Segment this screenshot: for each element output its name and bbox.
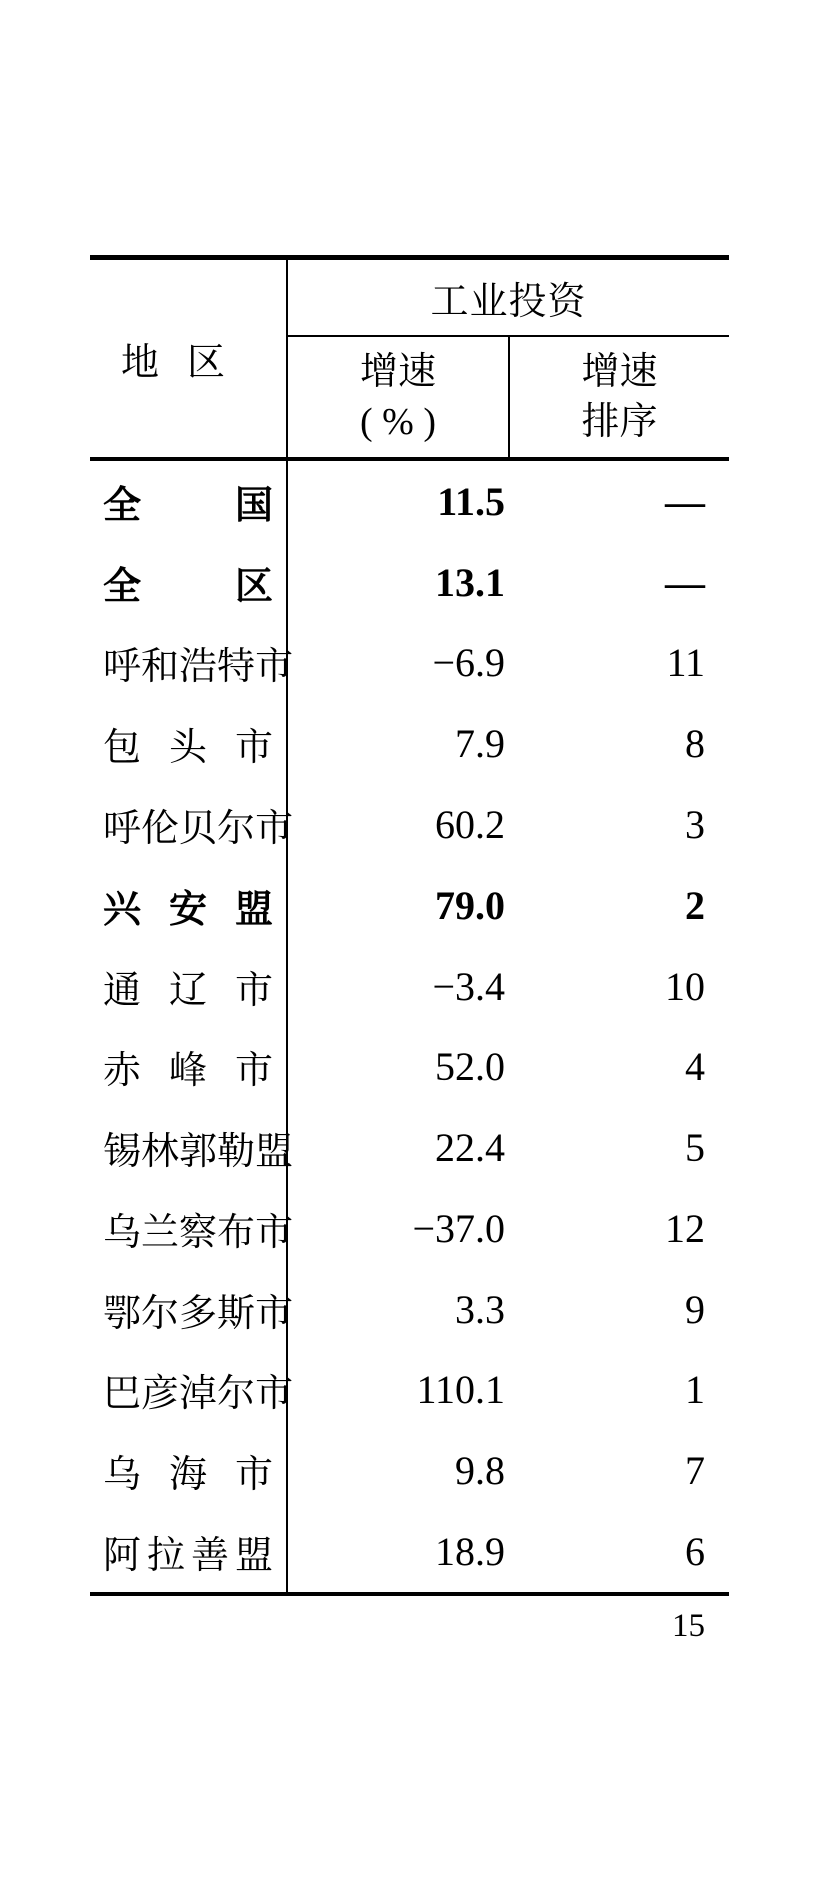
table-row bbox=[90, 946, 729, 1027]
region-name: 巴 彦 淖 尔 市 bbox=[103, 1373, 294, 1416]
growth-column-header bbox=[288, 337, 510, 457]
rank-value: 10 bbox=[665, 963, 705, 1009]
region-cell bbox=[90, 1269, 294, 1350]
rank-value: 2 bbox=[685, 882, 705, 928]
rank-value: 1 bbox=[685, 1367, 705, 1413]
table-row bbox=[90, 784, 729, 865]
region-name: 呼 伦 贝 尔 市 bbox=[103, 808, 294, 851]
region-name: 包 头 市 bbox=[103, 727, 273, 770]
table-row bbox=[90, 1430, 729, 1511]
rank-value: 11 bbox=[666, 640, 705, 686]
growth-value: 9.8 bbox=[455, 1448, 505, 1494]
sub-headers bbox=[288, 337, 729, 457]
region-cell bbox=[90, 1188, 294, 1269]
growth-value: 7.9 bbox=[455, 721, 505, 767]
investment-header-group bbox=[288, 260, 729, 457]
region-cell bbox=[90, 461, 288, 542]
growth-value: 60.2 bbox=[435, 802, 505, 848]
region-name: 通 辽 市 bbox=[103, 969, 273, 1012]
region-cell bbox=[90, 703, 288, 784]
table-row bbox=[90, 542, 729, 623]
rank-value: 7 bbox=[685, 1448, 705, 1494]
table-row bbox=[90, 1107, 729, 1188]
region-cell bbox=[90, 865, 288, 946]
growth-value: 52.0 bbox=[435, 1044, 505, 1090]
growth-value: 3.3 bbox=[455, 1286, 505, 1332]
region-name: 乌 兰 察 布 市 bbox=[103, 1211, 294, 1254]
rank-value: 3 bbox=[685, 802, 705, 848]
growth-value: 11.5 bbox=[437, 478, 505, 524]
rank-value: 12 bbox=[665, 1205, 705, 1251]
table-row bbox=[90, 1350, 729, 1431]
table-row bbox=[90, 623, 729, 704]
table-row bbox=[90, 1511, 729, 1592]
growth-value: −3.4 bbox=[432, 963, 505, 1009]
rank-value: 9 bbox=[685, 1286, 705, 1332]
rank-value: — bbox=[665, 559, 705, 605]
region-cell bbox=[90, 542, 288, 623]
page-number: 15 bbox=[672, 1608, 705, 1644]
region-name: 乌 海 市 bbox=[103, 1454, 273, 1497]
region-cell bbox=[90, 784, 294, 865]
growth-value: 22.4 bbox=[435, 1125, 505, 1171]
table-row bbox=[90, 461, 729, 542]
rank-value: 4 bbox=[685, 1044, 705, 1090]
region-cell bbox=[90, 1107, 294, 1188]
table-row bbox=[90, 1269, 729, 1350]
growth-value: −6.9 bbox=[432, 640, 505, 686]
region-cell bbox=[90, 623, 294, 704]
region-cell bbox=[90, 946, 288, 1027]
region-name: 兴 安 盟 bbox=[103, 888, 273, 931]
region-cell bbox=[90, 1026, 288, 1107]
region-cell bbox=[90, 1430, 288, 1511]
table-row bbox=[90, 1026, 729, 1107]
table-row bbox=[90, 1188, 729, 1269]
table-row bbox=[90, 703, 729, 784]
growth-value: 110.1 bbox=[416, 1367, 505, 1413]
group-header-label: 工业投资 bbox=[288, 260, 729, 337]
rank-value: — bbox=[665, 478, 705, 524]
rank-value: 8 bbox=[685, 721, 705, 767]
region-column-header bbox=[90, 260, 288, 457]
industrial-investment-table bbox=[90, 255, 729, 1596]
table-body bbox=[90, 461, 729, 1596]
growth-value: 13.1 bbox=[435, 559, 505, 605]
rank-value: 5 bbox=[685, 1125, 705, 1171]
rank-column-header bbox=[510, 337, 729, 457]
region-name: 赤 峰 市 bbox=[103, 1050, 273, 1093]
region-name: 全 区 bbox=[103, 565, 273, 608]
region-header-label: 地 区 bbox=[121, 342, 225, 384]
table-row bbox=[90, 865, 729, 946]
region-name: 鄂 尔 多 斯 市 bbox=[103, 1292, 294, 1335]
region-name: 锡 林 郭 勒 盟 bbox=[103, 1131, 294, 1174]
table-header bbox=[90, 255, 729, 461]
growth-value: 79.0 bbox=[435, 882, 505, 928]
region-name: 呼 和 浩 特 市 bbox=[103, 646, 294, 689]
rank-header-line1: 增速 bbox=[581, 351, 658, 393]
region-cell bbox=[90, 1511, 288, 1592]
growth-header-line2: ( % ) bbox=[360, 401, 436, 443]
region-name: 全 国 bbox=[103, 484, 273, 527]
rank-value: 6 bbox=[685, 1529, 705, 1575]
rank-header-line2: 排序 bbox=[581, 401, 658, 443]
region-name: 阿 拉 善 盟 bbox=[103, 1535, 273, 1578]
growth-header-line1: 增速 bbox=[359, 351, 436, 393]
region-cell bbox=[90, 1350, 294, 1431]
growth-value: 18.9 bbox=[435, 1529, 505, 1575]
growth-value: −37.0 bbox=[412, 1205, 505, 1251]
